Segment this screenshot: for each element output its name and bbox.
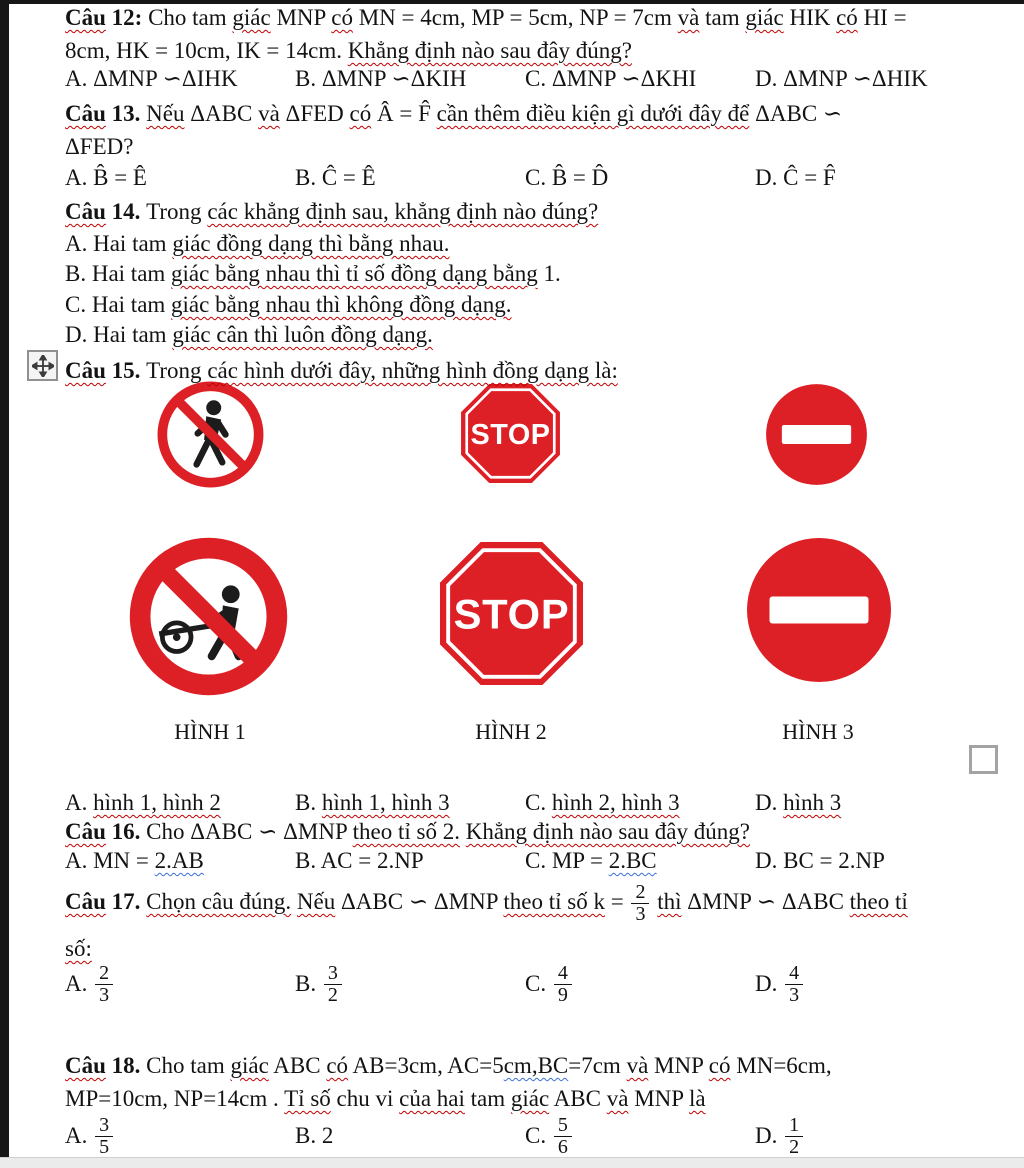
q12-option-d: D. ΔMNP ∽ΔHIK [755,66,928,91]
no-handcart-sign [129,537,288,696]
q16-answer-row [0,846,1024,878]
figure-label-1: HÌNH 1 [174,719,246,744]
q16-text-line1: Câu 16. Cho ΔABC ∽ ΔMNP theo tỉ số 2. Khẳng định nào sau đây đúng? [65,819,750,844]
q12-text-line1: Câu 12: Cho tam giác MNP có MN = 4cm, MP = 5cm, NP = 7cm và tam giác HIK có HI = [65,5,907,30]
no-entry-sign [744,535,894,685]
svg-text:STOP: STOP [453,590,570,638]
q15-text-line1: Câu 15. Trong các hình dưới đây, những hình đồng dạng là: [65,358,618,383]
q18-option-a: A. $\frac{3}{5}$ [65,1108,115,1164]
figure-label-3: HÌNH 3 [782,719,854,744]
q17-answer-row [0,956,1024,1012]
q14-option-d: D. Hai tam giác cân thì luôn đồng dạng. [65,322,433,347]
q13-option-c: C. B̂ = D̂ [525,165,609,190]
q17-text-line2: số: [65,936,92,961]
q13-option-a: A. B̂ = Ê [65,165,147,190]
q12-option-b: B. ΔMNP ∽ΔKIH [295,66,467,91]
q15-option-d: D. hình 3 [755,790,842,815]
q14-option-a: A. Hai tam giác đồng dạng thì bằng nhau. [65,231,450,256]
q17-option-d: D. $\frac{4}{3}$ [755,956,805,1012]
q16-option-d: D. BC = 2.NP [755,848,885,873]
q13-option-b: B. Ĉ = Ê [295,165,376,190]
q18-text-line1: Câu 18. Cho tam giác ABC có AB=3cm, AC=5cm,BC=7cm và MNP có MN=6cm, [65,1053,832,1078]
q18-answer-row [0,1108,1024,1164]
q12-answer-row [0,64,1024,96]
stop-sign [437,539,586,688]
object-move-handle[interactable] [27,350,58,381]
empty-checkbox[interactable] [969,745,998,774]
q13-text-line2: ΔFED? [65,134,134,159]
q15-option-a: A. hình 1, hình 2 [65,790,221,815]
q12-option-c: C. ΔMNP ∽ΔKHI [525,66,697,91]
q14-option-b: B. Hai tam giác bằng nhau thì tỉ số đồng dạng bằng 1. [65,261,561,286]
svg-text:STOP: STOP [470,418,551,451]
q17-option-b: B. $\frac{3}{2}$ [295,956,344,1012]
q14-option-c: C. Hai tam giác bằng nhau thì không đồng dạng. [65,292,512,317]
q12-text-line2: 8cm, HK = 10cm, IK = 14cm. Khẳng định nào sau đây đúng? [65,38,632,63]
q16-option-c: C. MP = 2.BC [525,848,657,873]
q15-option-b: B. hình 1, hình 3 [295,790,450,815]
q12-option-a: A. ΔMNP ∽ΔIHK [65,66,238,91]
q17-text-line1: Câu 17. Chọn câu đúng. Nếu ΔABC ∽ ΔMNP theo tỉ số k = $\frac{2}{3}$ thì ΔMNP ∽ ΔABC theo tỉ [65,881,908,925]
q17-option-c: C. $\frac{4}{9}$ [525,956,574,1012]
q13-answer-row [0,163,1024,195]
figure-label-2: HÌNH 2 [475,719,547,744]
q14-text-line1: Câu 14. Trong các khẳng định sau, khẳng định nào đúng? [65,199,599,224]
q16-option-a: A. MN = 2.AB [65,848,204,873]
q15-answer-row [0,788,1024,820]
stop-sign [459,382,562,485]
q18-text-line2: MP=10cm, NP=14cm . Tỉ số chu vi của hai tam giác ABC và MNP là [65,1086,706,1111]
no-entry-sign [764,382,869,487]
q18-option-d: D. $\frac{1}{2}$ [755,1108,805,1164]
no-pedestrian-sign [157,381,264,488]
q16-option-b: B. AC = 2.NP [295,848,424,873]
q17-option-a: A. $\frac{2}{3}$ [65,956,115,1012]
q18-option-b: B. 2 [295,1123,334,1148]
q18-option-c: C. $\frac{5}{6}$ [525,1108,574,1164]
q13-option-d: D. Ĉ = F̂ [755,165,836,190]
q15-option-c: C. hình 2, hình 3 [525,790,680,815]
move-arrows-icon [32,355,54,377]
q13-text-line1: Câu 13. Nếu ΔABC và ΔFED có Â = F̂ cần thêm điều kiện gì dưới đây để ΔABC ∽ [65,101,843,126]
